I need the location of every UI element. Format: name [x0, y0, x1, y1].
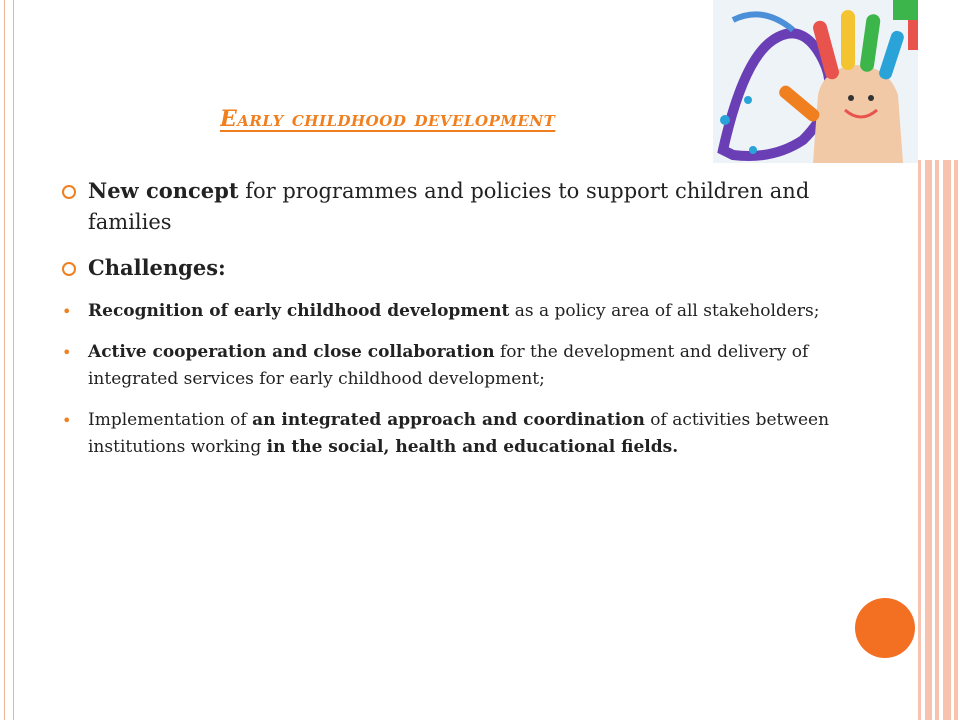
dot-bullet-icon: • — [62, 411, 72, 430]
circle-bullet-icon — [62, 262, 76, 276]
circle-bullet-icon — [62, 185, 76, 199]
sub-bullet-implementation: • Implementation of an integrated approach and coordination of activities between institutions working in the social, health and educational fields. — [62, 407, 852, 461]
sub-bullet-recognition: • Recognition of early childhood development as a policy area of all stakeholders; — [62, 298, 852, 325]
sub-bullet-cooperation: • Active cooperation and close collaboration for the development and delivery of integrated services for early childhood development; — [62, 339, 852, 393]
bullet-challenges: Challenges: — [62, 252, 852, 284]
dot-bullet-icon: • — [62, 302, 72, 321]
left-frame-line — [13, 0, 14, 720]
decorative-stripe — [925, 160, 932, 720]
left-frame-line — [4, 0, 5, 720]
dot-bullet-icon: • — [62, 343, 72, 362]
decorative-stripe — [954, 160, 958, 720]
slide-title: Early childhood development — [220, 106, 556, 132]
slide-content — [62, 175, 852, 475]
bullet-new-concept: New concept for programmes and policies to support children and families — [62, 175, 852, 238]
decorative-stripe — [935, 160, 939, 720]
decorative-orange-circle — [855, 598, 915, 658]
decorative-stripe — [943, 160, 951, 720]
painted-hand-photo — [713, 0, 918, 163]
decorative-stripe — [918, 160, 921, 720]
